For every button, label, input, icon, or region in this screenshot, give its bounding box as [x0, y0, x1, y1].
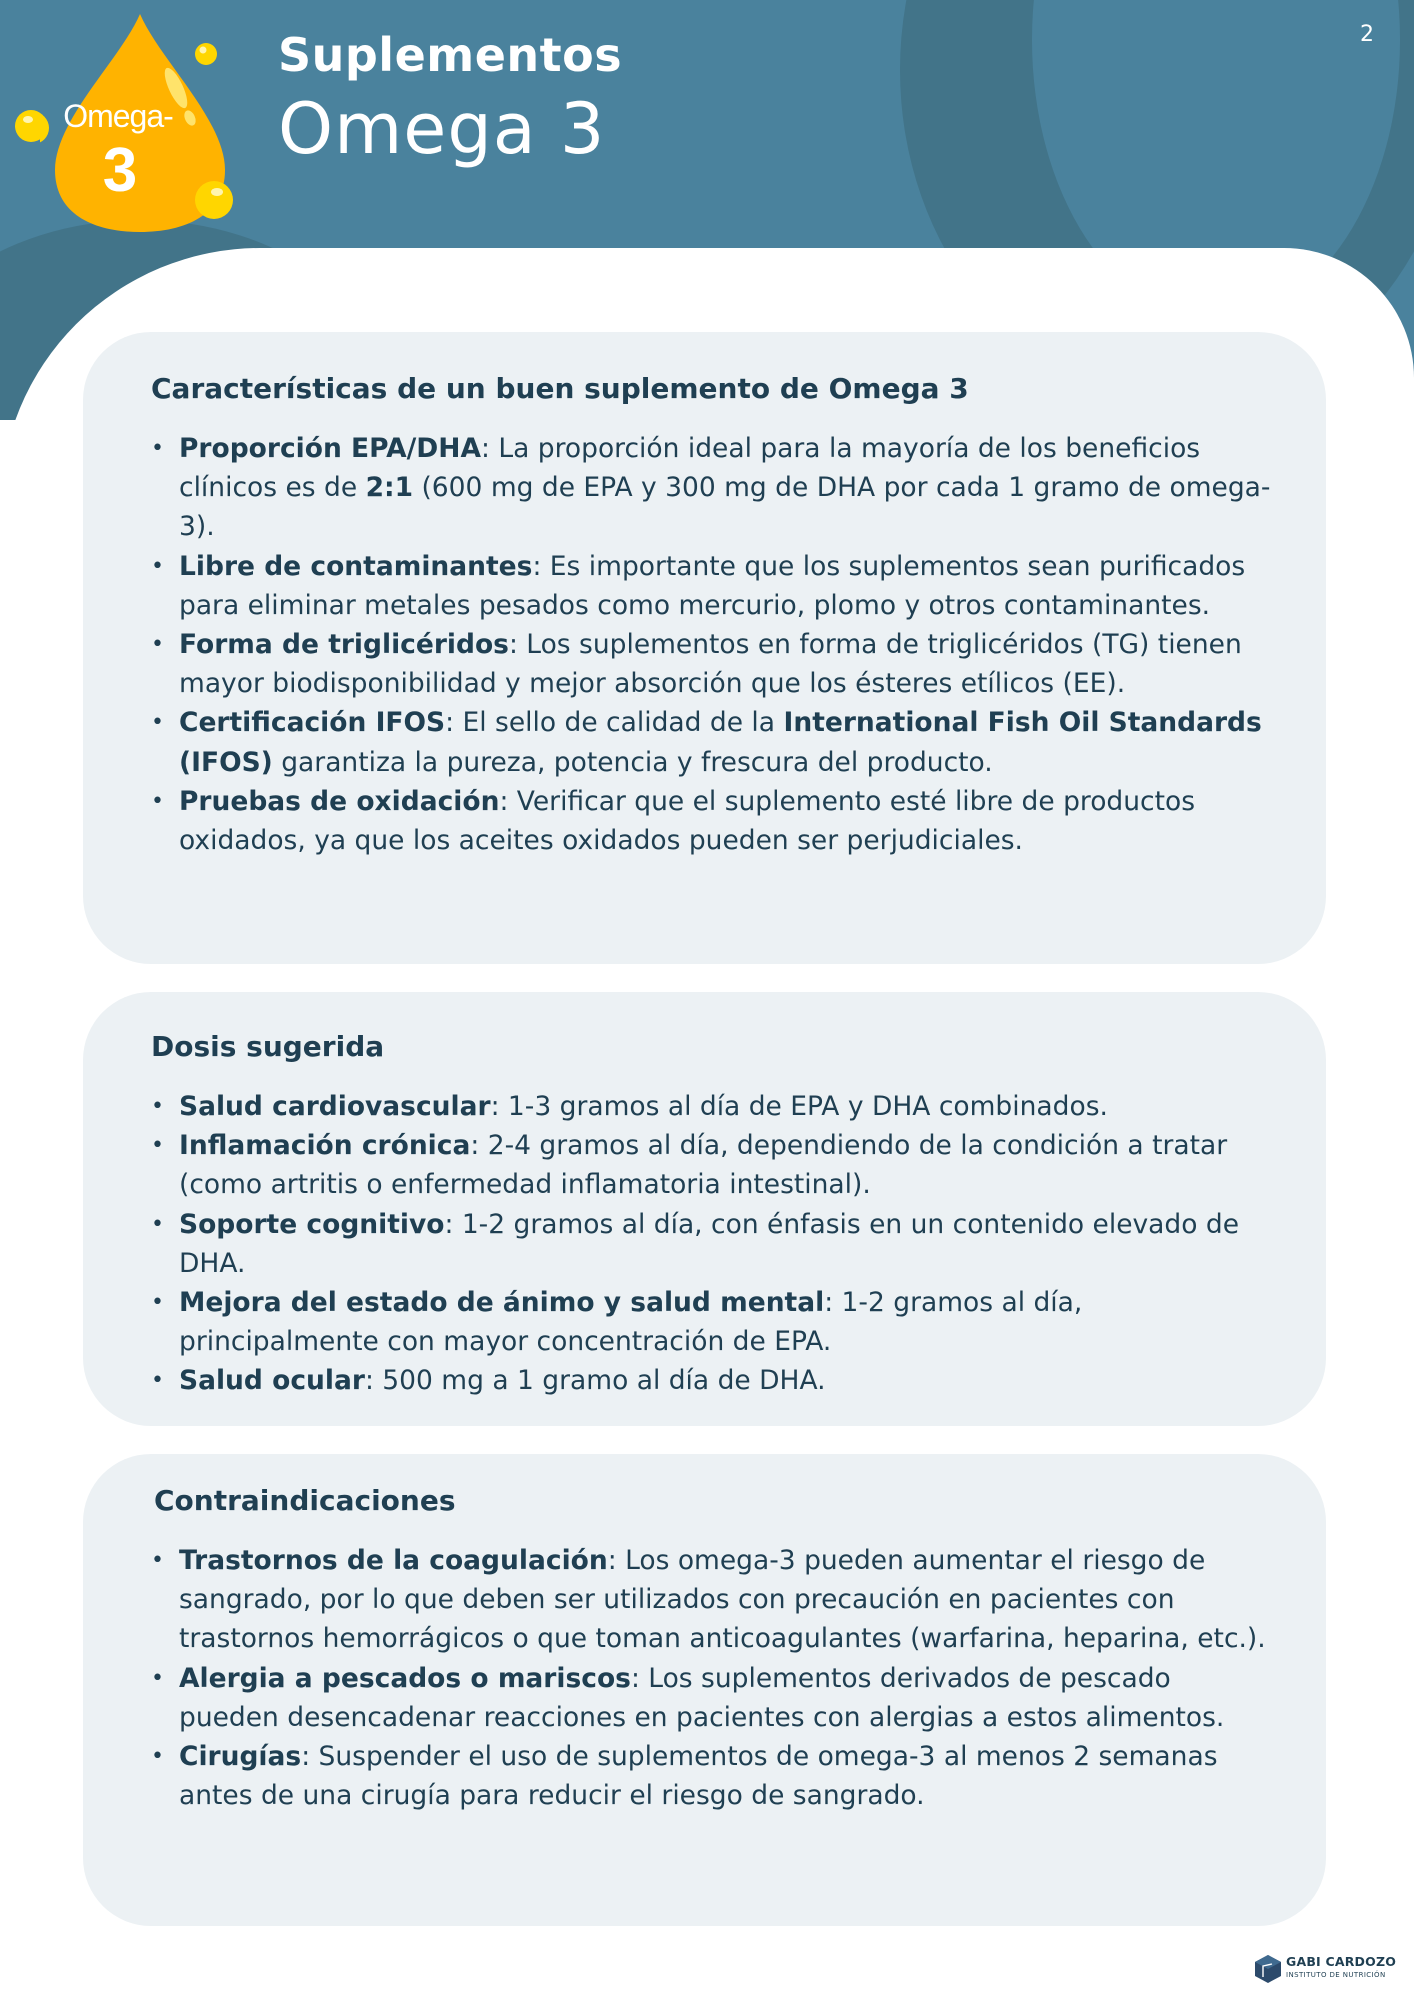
item-text: garantiza la pureza, potencia y frescura del producto. — [272, 746, 993, 778]
item-text: : El sello de calidad de la — [445, 707, 784, 739]
brand-logo — [1254, 1952, 1404, 1984]
card-characteristics — [83, 332, 1326, 964]
item-term: Pruebas de oxidación — [179, 785, 500, 817]
list-item — [151, 1283, 1276, 1361]
list-item — [151, 1659, 1276, 1737]
item-term: Trastornos de la coagulación — [179, 1545, 608, 1576]
card-contraindications — [83, 1454, 1326, 1926]
item-term: Forma de triglicéridos — [179, 629, 509, 661]
item-text: : 2-4 gramos al día, dependiendo de la condición a tratar (como artritis o enfermedad inflamatoria intestinal). — [179, 1130, 1228, 1201]
list-item — [151, 1087, 1276, 1126]
section-title: Contraindicaciones — [154, 1484, 456, 1517]
item-text: : 1-2 gramos al día, principalmente con mayor concentración de EPA. — [179, 1287, 1083, 1358]
bullet-list — [151, 429, 1276, 860]
card-dosage — [83, 992, 1326, 1426]
item-text: : 1-2 gramos al día, con énfasis en un contenido elevado de DHA. — [179, 1208, 1240, 1279]
page-title-line1: Suplementos — [278, 28, 623, 82]
list-item — [151, 1126, 1276, 1204]
item-term: Libre de contaminantes — [179, 550, 533, 582]
logo-name: GABI CARDOZO — [1286, 1954, 1397, 1969]
section-title: Características de un buen suplemento de Omega 3 — [151, 372, 969, 405]
item-text: : Es importante que los suplementos sean purificados para eliminar metales pesados como mercurio, plomo y otros contaminantes. — [179, 550, 1246, 621]
logo-subtitle: INSTITUTO DE NUTRICIÓN — [1286, 1971, 1386, 1979]
list-item — [151, 703, 1276, 781]
item-text: : Suspender el uso de suplementos de omega-3 al menos 2 semanas antes de una cirugía para reducir el riesgo de sangrado. — [179, 1741, 1218, 1812]
item-term: Alergia a pescados o mariscos — [179, 1662, 631, 1694]
item-text: : 500 mg a 1 gramo al día de DHA. — [364, 1365, 826, 1397]
item-term: Cirugías — [179, 1741, 302, 1773]
bullet-list — [151, 1541, 1276, 1815]
item-term: Proporción EPA/DHA — [179, 433, 481, 464]
item-term: Inflamación crónica — [179, 1130, 471, 1162]
page-title-line2: Omega 3 — [278, 88, 606, 170]
item-text: (600 mg de EPA y 300 mg de DHA por cada 1 gramo de omega-3). — [179, 472, 1271, 543]
item-term: Mejora del estado de ánimo y salud mental — [179, 1287, 825, 1319]
page-number: 2 — [1360, 22, 1374, 47]
item-term: Salud cardiovascular — [179, 1091, 491, 1122]
list-item — [151, 1737, 1276, 1815]
drop-badge-number: 3 — [102, 136, 138, 205]
list-item — [151, 625, 1276, 703]
item-term: Salud ocular — [179, 1365, 365, 1397]
item-term: International Fish Oil Standards (IFOS) — [179, 707, 1262, 778]
item-text: : Los omega-3 pueden aumentar el riesgo de sangrado, por lo que deben ser utilizados con precaución en pacientes con trastornos hemorrágicos o que toman anticoagulantes (warfarina, heparina, etc.). — [179, 1545, 1266, 1655]
list-item — [151, 1205, 1276, 1283]
item-term: 2:1 — [365, 472, 414, 504]
list-item — [151, 782, 1276, 860]
list-item — [151, 1541, 1276, 1659]
list-item — [151, 547, 1276, 625]
bullet-list — [151, 1087, 1276, 1401]
item-term: Soporte cognitivo — [179, 1208, 445, 1240]
list-item — [151, 1361, 1276, 1400]
item-text: : 1-3 gramos al día de EPA y DHA combinados. — [490, 1091, 1108, 1122]
item-text: : Los suplementos en forma de triglicéridos (TG) tienen mayor biodisponibilidad y mejor absorción que los ésteres etílicos (EE). — [179, 629, 1242, 700]
item-text: : Verificar que el suplemento esté libre de productos oxidados, ya que los aceites oxidados pueden ser perjudiciales. — [179, 785, 1196, 857]
list-item — [151, 429, 1276, 547]
section-title: Dosis sugerida — [151, 1030, 385, 1063]
hexagon-logo-icon — [1254, 1954, 1282, 1984]
item-text: : La proporción ideal para la mayoría de los beneficios clínicos es de — [179, 433, 1201, 504]
drop-badge-label: Omega- — [63, 98, 173, 134]
item-term: Certificación IFOS — [179, 707, 446, 739]
bubble-left — [15, 110, 47, 142]
item-text: : Los suplementos derivados de pescado pueden desencadenar reacciones en pacientes con alergias a estos alimentos. — [179, 1662, 1225, 1733]
